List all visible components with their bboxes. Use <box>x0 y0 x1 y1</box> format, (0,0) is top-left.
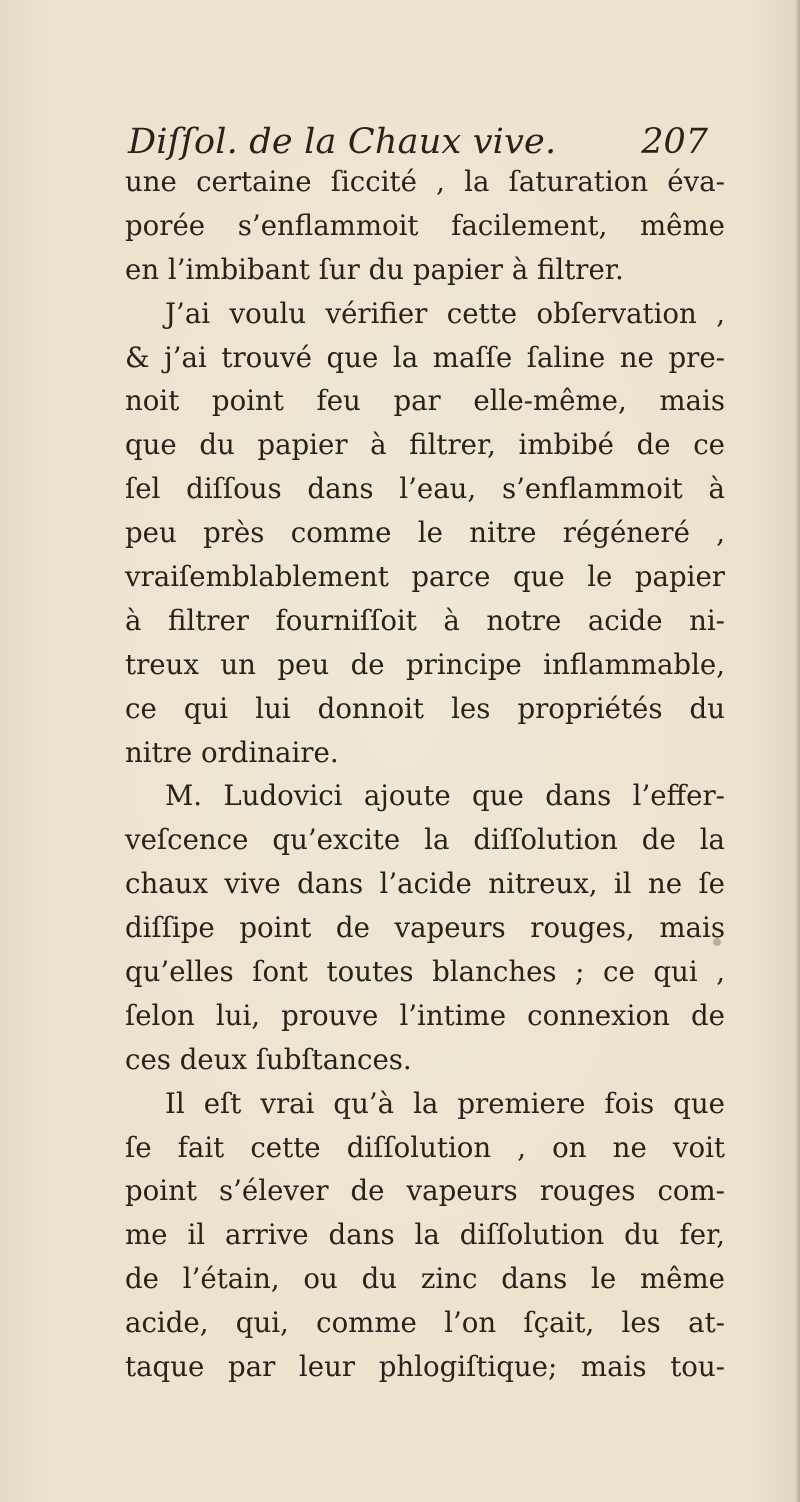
page-number: 207 <box>641 122 708 162</box>
text-line: vraiſemblablement parce que le papier <box>125 560 725 594</box>
text-line: une certaine ſiccité , la ſaturation éva- <box>125 165 725 198</box>
text-line: que du papier à filtrer, imbibé de ce <box>125 428 725 462</box>
paper-speck <box>713 938 721 946</box>
text-line: ſelon lui, prouve l’intime connexion de <box>125 998 725 1032</box>
text-line: ſel diſſous dans l’eau, s’enflammoit à <box>125 472 725 506</box>
body-text <box>125 160 725 1389</box>
paragraph-start-line: Il eſt vrai qu’à la premiere fois que <box>165 1086 725 1120</box>
page-edge-shadow <box>795 0 800 1502</box>
text-line: acide, qui, comme l’on ſçait, les at- <box>125 1306 725 1340</box>
text-line: veſcence qu’excite la diſſolution de la <box>125 823 725 857</box>
text-line: de l’étain, ou du zinc dans le même <box>125 1262 725 1296</box>
text-line: porée s’enflammoit facilement, même <box>125 208 725 242</box>
text-line: ce qui lui donnoit les propriétés du <box>125 691 725 725</box>
text-line: ces deux ſubſtances. <box>125 1042 412 1076</box>
running-title: Diſſol. de la Chaux vive. <box>128 122 557 162</box>
text-line: qu’elles ſont toutes blanches ; ce qui , <box>125 955 725 989</box>
page-header <box>128 120 708 164</box>
paragraph-start-line: M. Ludovici ajoute que dans l’effer- <box>165 779 725 813</box>
paragraph-start-line: J’ai voulu vérifier cette obſervation , <box>165 296 725 330</box>
text-line: à filtrer fourniſſoit à notre acide ni- <box>125 603 725 637</box>
text-line: chaux vive dans l’acide nitreux, il ne ſe <box>125 867 725 901</box>
text-line: me il arrive dans la diſſolution du fer, <box>125 1218 725 1252</box>
text-line: nitre ordinaire. <box>125 735 339 769</box>
text-line: diſſipe point de vapeurs rouges, mais <box>125 911 725 945</box>
text-line: noit point feu par elle-même, mais <box>125 384 725 418</box>
text-line: point s’élever de vapeurs rouges com- <box>125 1174 725 1208</box>
text-line: & j’ai trouvé que la maſſe ſaline ne pre- <box>125 340 725 374</box>
text-line: en l’imbibant ſur du papier à filtrer. <box>125 252 624 286</box>
text-line: ſe fait cette diſſolution , on ne voit <box>125 1130 725 1164</box>
text-line: taque par leur phlogiſtique; mais tou- <box>125 1350 725 1384</box>
text-line: peu près comme le nitre régéneré , <box>125 516 725 550</box>
text-line: treux un peu de principe inflammable, <box>125 647 725 681</box>
